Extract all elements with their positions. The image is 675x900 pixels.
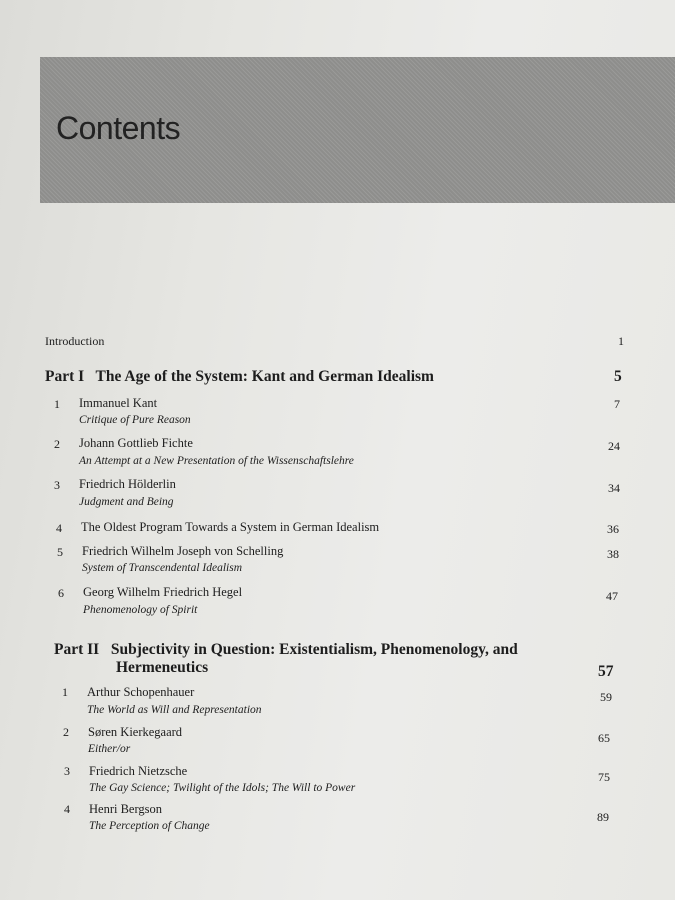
chapter-page-number: 75	[598, 770, 610, 784]
chapter-number: 6	[58, 586, 64, 600]
chapter-number: 3	[54, 478, 60, 492]
chapter-page-number: 36	[607, 522, 619, 536]
chapter-title: Henri Bergson	[89, 802, 163, 816]
chapter-title: Johann Gottlieb Fichte	[79, 436, 193, 450]
chapter-number: 2	[54, 437, 60, 451]
chapter-number: 2	[63, 725, 69, 739]
introduction-page-number: 1	[618, 334, 624, 348]
chapter-title: The Oldest Program Towards a System in German Idealism	[81, 520, 380, 534]
chapter-subtitle: Critique of Pure Reason	[79, 414, 191, 426]
chapter-subtitle: The Gay Science; Twilight of the Idols; The Will to Power	[89, 782, 356, 794]
part-1-heading	[45, 368, 434, 386]
chapter-number: 1	[54, 397, 60, 411]
chapter-title: Søren Kierkegaard	[88, 725, 183, 739]
chapter-title: Immanuel Kant	[79, 396, 158, 410]
chapter-number: 1	[62, 685, 68, 699]
part-1-label: Part I	[45, 368, 85, 385]
chapter-number: 4	[64, 802, 70, 816]
chapter-page-number: 7	[614, 397, 620, 411]
chapter-subtitle: Judgment and Being	[79, 496, 174, 508]
part-2-page-number: 57	[598, 663, 614, 680]
introduction-label: Introduction	[45, 334, 105, 348]
chapter-page-number: 24	[608, 439, 620, 453]
chapter-number: 4	[56, 521, 62, 535]
part-1-page-number: 5	[614, 368, 622, 385]
part-2-label: Part II	[54, 641, 100, 658]
chapter-subtitle: An Attempt at a New Presentation of the Wissenschaftslehre	[79, 455, 354, 467]
part-1-title: The Age of the System: Kant and German Idealism	[95, 368, 434, 385]
chapter-page-number: 38	[607, 547, 619, 561]
part-2-title-line-2: Hermeneutics	[116, 659, 209, 676]
chapter-number: 3	[64, 764, 70, 778]
part-2-title-line-1: Subjectivity in Question: Existentialism, Phenomenology, and	[110, 641, 518, 658]
chapter-title: Friedrich Hölderlin	[79, 477, 176, 491]
chapter-page-number: 65	[598, 731, 610, 745]
chapter-subtitle: The Perception of Change	[89, 820, 210, 832]
chapter-title: Arthur Schopenhauer	[87, 685, 195, 699]
chapter-page-number: 34	[608, 481, 620, 495]
chapter-title: Friedrich Nietzsche	[89, 764, 188, 778]
chapter-subtitle: The World as Will and Representation	[87, 704, 262, 716]
chapter-subtitle: Phenomenology of Spirit	[83, 604, 198, 616]
chapter-number: 5	[57, 545, 63, 559]
chapter-title: Friedrich Wilhelm Joseph von Schelling	[82, 544, 284, 558]
part-2-heading	[54, 641, 518, 659]
chapter-page-number: 59	[600, 690, 612, 704]
chapter-title: Georg Wilhelm Friedrich Hegel	[83, 585, 243, 599]
page-title: Contents	[56, 110, 181, 146]
chapter-page-number: 47	[606, 589, 618, 603]
chapter-page-number: 89	[597, 810, 609, 824]
chapter-subtitle: Either/or	[88, 743, 131, 755]
chapter-subtitle: System of Transcendental Idealism	[82, 562, 243, 574]
